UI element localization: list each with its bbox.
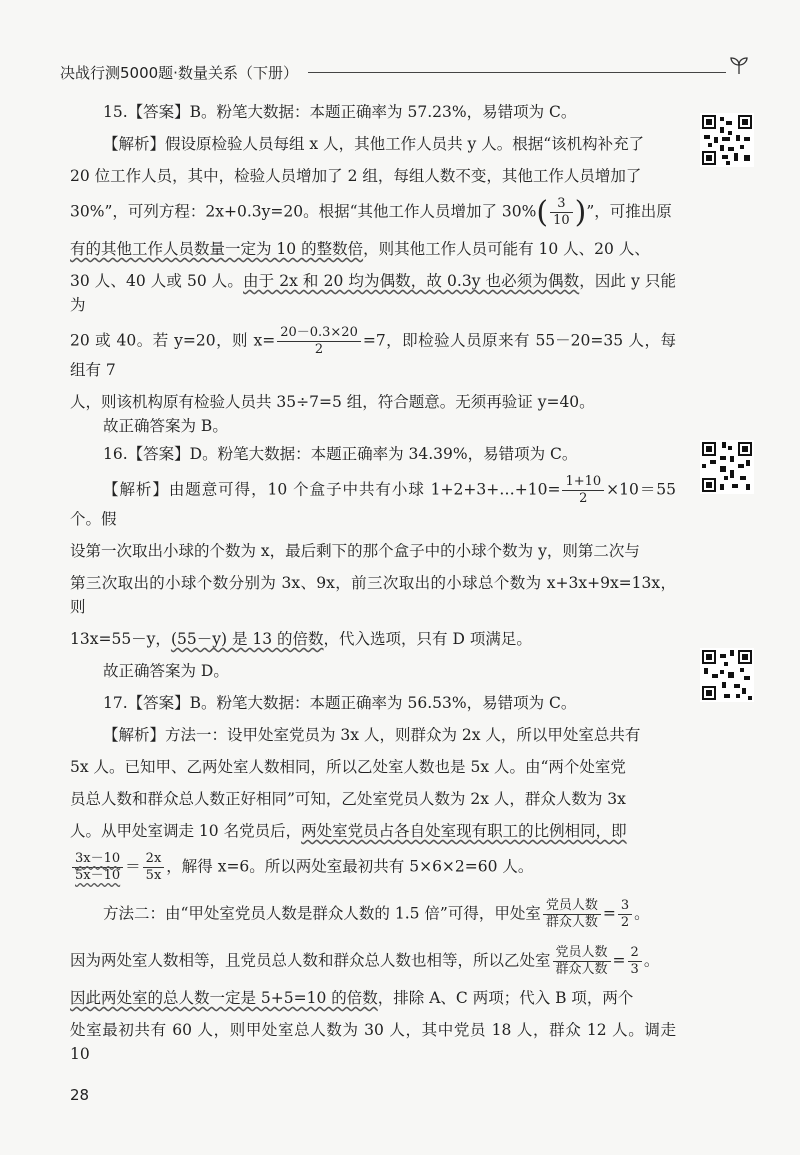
text-span: 30 人、40 人或 50 人。 (70, 272, 244, 290)
emphasis-text: 由于 2x 和 20 均为偶数，故 0.3y 也必须为偶数 (243, 272, 580, 290)
fraction (277, 325, 361, 358)
fraction-denominator: 2 (579, 491, 588, 506)
analysis-15-line-1: 【解析】假设原检验人员每组 x 人，其他工作人员共 y 人。根据“该机构补充了 (103, 135, 645, 153)
fraction-numerator: 20－0.3×20 (277, 325, 361, 342)
text-span: ，因此 y 只能为 (70, 272, 676, 314)
equals-sign: = (612, 951, 626, 970)
fraction-numerator: 党员人数 (543, 898, 601, 915)
fraction-denominator: 5x (145, 868, 162, 883)
fraction-denominator: 2 (314, 342, 324, 357)
text-span: ，代入选项，只有 D 项满足。 (323, 630, 532, 648)
answer-conclusion-16: 故正确答案为 D。 (103, 662, 229, 680)
fraction-denominator: 群众人数 (555, 962, 608, 977)
text-span: 30%”，可列方程：2x+0.3y=20。根据“其他工作人员增加了 30% (70, 202, 537, 221)
qr-code-icon[interactable] (700, 648, 754, 702)
text-span: 因为两处室人数相等，且党员总人数和群众总人数也相等，所以乙处室 (70, 951, 551, 970)
analysis-15-line-5 (70, 269, 676, 317)
right-paren: ) (574, 194, 587, 230)
method-2-line-4: 处室最初共有 60 人，则甲处室总人数为 30 人，其中党员 18 人，群众 12 人。调走 10 (70, 1021, 676, 1063)
method-2-line-2 (70, 945, 676, 978)
fraction (618, 898, 632, 931)
analysis-15-line-7: 人，则该机构原有检验人员共 35÷7=5 组，符合题意。无须再验证 y=40。 (70, 393, 595, 411)
analysis-17-line-4 (70, 819, 676, 843)
emphasis-text: (55－y) 是 13 的倍数 (170, 630, 324, 648)
analysis-17-line-1: 【解析】方法一：设甲处室党员为 3x 人，则群众为 2x 人，所以甲处室总共有 (103, 726, 641, 744)
fraction (550, 196, 573, 229)
fraction-numerator: 2 (628, 945, 642, 962)
text-span: 20 或 40。若 y=20，则 x= (70, 331, 276, 350)
analysis-17-line-3: 员总人数和群众总人数正好相同”可知，乙处室党员人数为 2x 人，群众人数为 3x (70, 790, 626, 808)
sprout-icon (728, 54, 750, 76)
text-span: 人。从甲处室调走 10 名党员后， (70, 822, 302, 840)
text-span: ，解得 x=6。所以两处室最初共有 5×6×2=60 人。 (166, 857, 534, 876)
fraction-numerator: 3 (550, 196, 573, 213)
answer-conclusion-15: 故正确答案为 B。 (103, 417, 228, 435)
fraction (553, 945, 611, 978)
analysis-16-line-4 (70, 627, 676, 651)
fraction-numerator: 3 (618, 898, 632, 915)
emphasis-text: 因此两处室的总人数一定是 5+5=10 的倍数 (70, 989, 378, 1007)
text-span: ×10＝55个。假 (70, 480, 677, 528)
header-title: 决战行测5000题·数量关系（下册） (60, 64, 298, 82)
text-span: 。 (643, 951, 660, 970)
fraction (628, 945, 642, 978)
qr-code-icon[interactable] (700, 440, 754, 494)
analysis-15-line-2: 20 位工作人员，其中，检验人员增加了 2 组，每组人数不变，其他工作人员增加了 (70, 167, 642, 185)
analysis-16-line-3: 第三次取出的小球个数分别为 3x、9x，前三次取出的小球总个数为 x+3x+9x=13x，则 (70, 574, 676, 616)
analysis-17-line-2: 5x 人。已知甲、乙两处室人数相同，所以乙处室人数也是 5x 人。由“两个处室党 (70, 758, 626, 776)
text-span: 【解析】由题意可得，10 个盒子中共有小球 1+2+3+…+10= (103, 480, 561, 499)
method-2-line-3 (70, 986, 676, 1010)
header-divider (308, 72, 726, 73)
page-number: 28 (70, 1086, 90, 1104)
running-header (60, 58, 750, 88)
text-span: =7，即检验人员原来有 55－20=35 人，每组有 7 (70, 331, 676, 379)
solution-body (70, 100, 676, 1066)
fraction-denominator: 3 (630, 962, 639, 977)
text-span: 13x=55－y， (70, 630, 171, 648)
analysis-15-line-4 (70, 237, 676, 261)
emphasis-text: 两处室党员占各自处室现有职工的比例相同，即 (301, 822, 627, 840)
answer-line-16: 16.【答案】D。粉笔大数据：本题正确率为 34.39%，易错项为 C。 (103, 445, 578, 463)
fraction-denominator: 2 (620, 915, 630, 930)
text-span: ”，可推出原 (586, 202, 672, 221)
fraction-denominator: 10 (553, 213, 570, 228)
method-2-line-1 (70, 898, 676, 931)
fraction-denominator: 群众人数 (545, 915, 598, 930)
fraction (143, 851, 165, 884)
analysis-16-line-1 (70, 474, 676, 531)
fraction-numerator: 3x－10 (72, 851, 123, 868)
text-span: 方法二：由“甲处室党员人数是群众人数的 1.5 倍”可得，甲处室 (103, 904, 541, 923)
answer-line-15: 15.【答案】B。粉笔大数据：本题正确率为 57.23%，易错项为 C。 (103, 103, 577, 121)
analysis-15-line-6 (70, 325, 676, 382)
equals-sign: ＝ (125, 857, 141, 876)
left-paren: ( (536, 194, 549, 230)
equals-sign: = (602, 904, 616, 923)
fraction (72, 851, 123, 884)
text-span: 。 (634, 904, 650, 923)
text-span: ，排除 A、C 两项；代入 B 项，两个 (377, 989, 634, 1007)
fraction-numerator: 党员人数 (553, 945, 611, 962)
fraction-numerator: 2x (143, 851, 165, 868)
fraction (543, 898, 601, 931)
analysis-16-line-2: 设第一次取出小球的个数为 x，最后剩下的那个盒子中的小球个数为 y，则第二次与 (70, 542, 640, 560)
qr-code-icon[interactable] (700, 113, 754, 167)
fraction-denominator: 5x－10 (75, 868, 121, 883)
fraction (562, 474, 604, 507)
fraction-numerator: 1+10 (562, 474, 604, 491)
text-span: ，则其他工作人员可能有 10 人、20 人、 (363, 240, 650, 258)
answer-line-17: 17.【答案】B。粉笔大数据：本题正确率为 56.53%，易错项为 C。 (103, 694, 577, 712)
emphasis-text: 有的其他工作人员数量一定为 10 的整数倍 (70, 240, 364, 258)
analysis-17-line-5 (70, 851, 676, 884)
analysis-15-line-3 (70, 196, 676, 229)
